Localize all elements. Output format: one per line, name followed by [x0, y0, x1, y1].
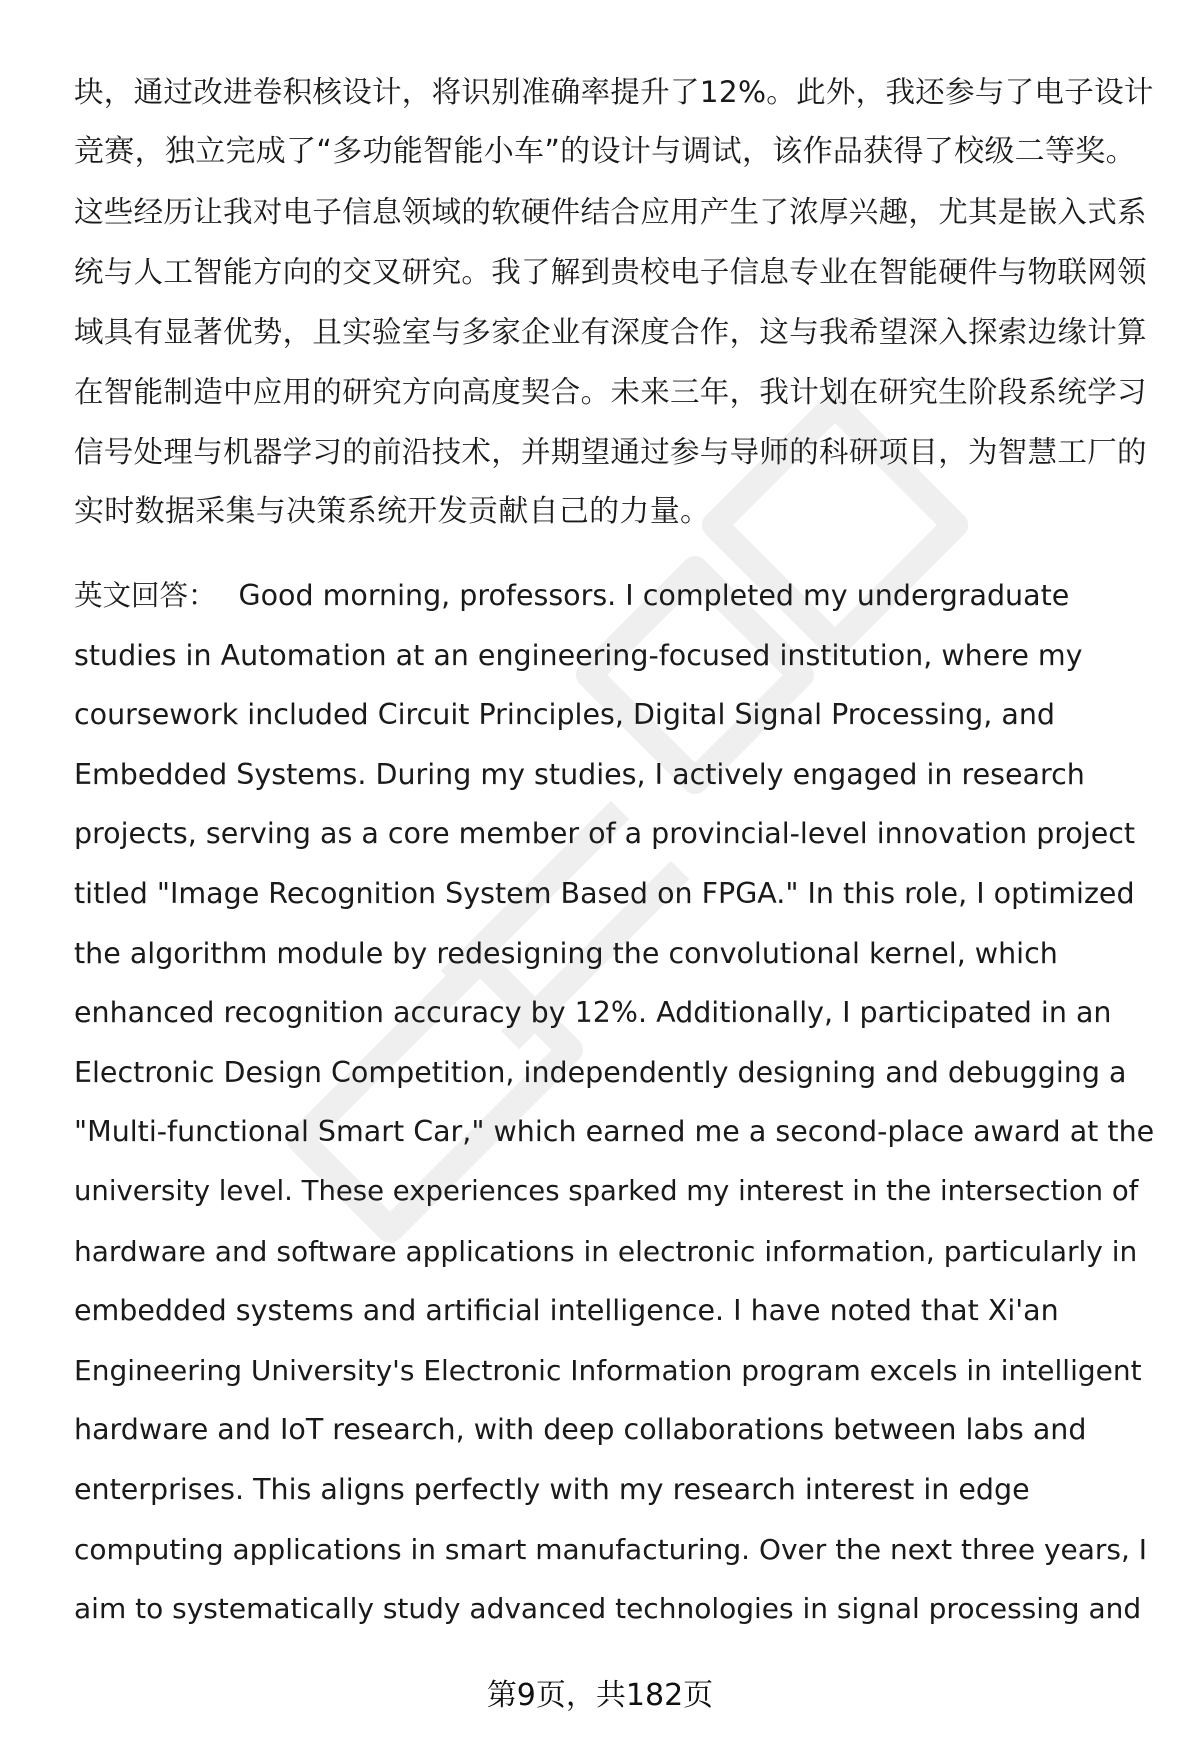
english-line: embedded systems and artificial intelligence. I have noted that Xi'an [74, 1294, 1059, 1328]
english-answer-label: 英文回答： [74, 579, 217, 612]
english-line: enhanced recognition accuracy by 12%. Additionally, I participated in an [74, 996, 1112, 1030]
english-line: "Multi-functional Smart Car," which earned me a second-place award at the [74, 1115, 1155, 1149]
english-line: titled "Image Recognition System Based on FPGA." In this role, I optimized [74, 876, 1135, 910]
english-line: studies in Automation at an engineering-focused institution, where my [74, 638, 1083, 672]
chinese-line: 这些经历让我对电子信息领域的软硬件结合应用产生了浓厚兴趣，尤其是嵌入式系 [74, 195, 1147, 229]
chinese-line: 域具有显著优势，且实验室与多家企业有深度合作，这与我希望深入探索边缘计算 [74, 315, 1147, 349]
english-first-line [74, 566, 1154, 626]
english-line: coursework included Circuit Principles, Digital Signal Processing, and [74, 698, 1055, 732]
english-line: projects, serving as a core member of a provincial-level innovation project [74, 817, 1136, 851]
english-line: university level. These experiences sparked my interest in the intersection of [74, 1174, 1139, 1207]
chinese-line: 统与人工智能方向的交叉研究。我了解到贵校电子信息专业在智能硬件与物联网领 [74, 255, 1147, 289]
english-line: hardware and IoT research, with deep collaborations between labs and [74, 1413, 1087, 1447]
english-line: the algorithm module by redesigning the convolutional kernel, which [74, 936, 1058, 970]
english-line: computing applications in smart manufacturing. Over the next three years, I [74, 1532, 1148, 1566]
chinese-line: 竞赛，独立完成了“多功能智能小车”的设计与调试，该作品获得了校级二等奖。 [74, 134, 1136, 169]
english-answer-paragraph [74, 566, 1154, 1639]
english-line: hardware and software applications in electronic information, particularly in [74, 1234, 1138, 1268]
english-line: Good morning, professors. I completed my undergraduate [238, 579, 1070, 612]
chinese-line: 在智能制造中应用的研究方向高度契合。未来三年，我计划在研究生阶段系统学习 [74, 375, 1147, 409]
english-line: aim to systematically study advanced technologies in signal processing and [74, 1592, 1142, 1626]
chinese-paragraph [74, 62, 1154, 542]
chinese-line: 信号处理与机器学习的前沿技术，并期望通过参与导师的科研项目，为智慧工厂的 [74, 435, 1147, 469]
english-line: Electronic Design Competition, independently designing and debugging a [74, 1055, 1127, 1089]
english-line: Embedded Systems. During my studies, I actively engaged in research [74, 757, 1085, 791]
chinese-line: 块，通过改进卷积核设计，将识别准确率提升了12%。此外，我还参与了电子设计 [74, 75, 1154, 109]
chinese-line: 实时数据采集与决策系统开发贡献自己的力量。 [74, 494, 711, 529]
page-number-footer: 第9页，共182页 [486, 1678, 714, 1713]
english-line: Engineering University's Electronic Information program excels in intelligent [74, 1353, 1142, 1387]
english-line: enterprises. This aligns perfectly with my research interest in edge [74, 1472, 1030, 1506]
